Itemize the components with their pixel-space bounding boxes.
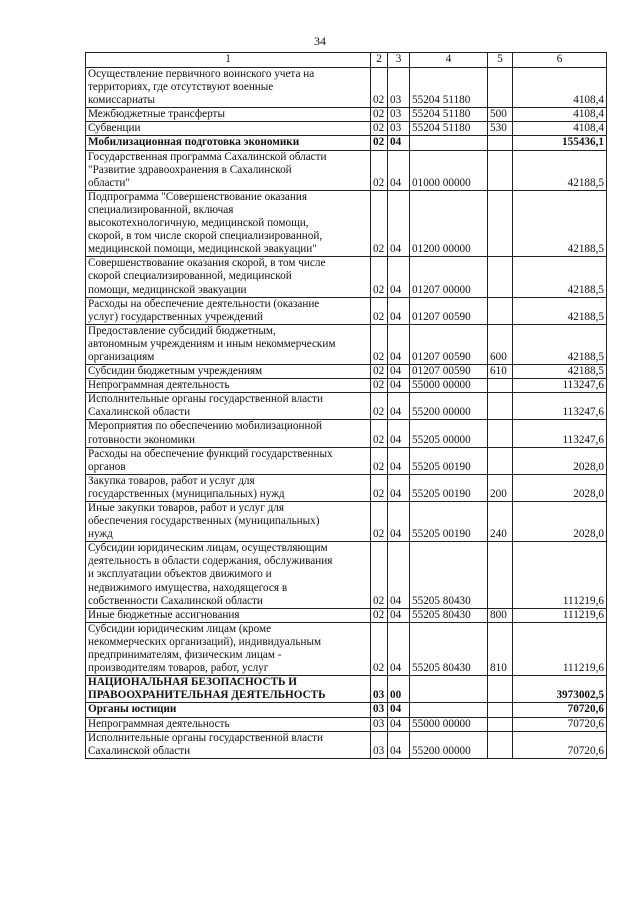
row-amount: 42188,5	[513, 150, 607, 190]
row-name-cell: Расходы на обеспечение функций государственных органов	[86, 447, 371, 474]
row-subsection-code: 03	[388, 68, 410, 108]
row-expense-type-code	[488, 447, 513, 474]
table-row	[86, 324, 607, 364]
row-amount: 113247,6	[513, 393, 607, 420]
row-name-cell: Субвенции	[86, 122, 371, 136]
row-target-article-code: 55000 00000	[410, 717, 488, 731]
table-row	[86, 122, 607, 136]
row-target-article-code: 55204 51180	[410, 122, 488, 136]
row-name-cell: Субсидии юридическим лицам (кроме некоммерческих организаций), индивидуальным предпринимателям, физическим лицам - производителям товаров, работ, услуг	[86, 622, 371, 675]
row-section-code: 02	[371, 324, 388, 364]
row-subsection-code: 04	[388, 420, 410, 447]
row-target-article-code: 55204 51180	[410, 68, 488, 108]
table-row	[86, 68, 607, 108]
row-amount: 155436,1	[513, 136, 607, 150]
column-header-6: 6	[513, 53, 607, 68]
row-target-article-code: 55205 00190	[410, 447, 488, 474]
row-subsection-code: 03	[388, 108, 410, 122]
row-target-article-code: 55204 51180	[410, 108, 488, 122]
row-subsection-code: 04	[388, 608, 410, 622]
row-section-code: 03	[371, 717, 388, 731]
row-section-code: 02	[371, 68, 388, 108]
row-name-cell: Совершенствование оказания скорой, в том числе скорой специализированной, медицинской помощи, медицинской эвакуации	[86, 257, 371, 297]
row-amount: 111219,6	[513, 608, 607, 622]
row-subsection-code: 04	[388, 542, 410, 608]
row-section-code: 02	[371, 379, 388, 393]
row-target-article-code: 55205 00000	[410, 420, 488, 447]
table-row	[86, 502, 607, 542]
row-section-code: 03	[371, 731, 388, 758]
row-expense-type-code	[488, 150, 513, 190]
row-subsection-code: 04	[388, 474, 410, 501]
row-name-cell: НАЦИОНАЛЬНАЯ БЕЗОПАСНОСТЬ И ПРАВООХРАНИТЕЛЬНАЯ ДЕЯТЕЛЬНОСТЬ	[86, 676, 371, 703]
page-number: 34	[314, 34, 326, 48]
column-header-4: 4	[410, 53, 488, 68]
row-name-cell: Мероприятия по обеспечению мобилизационной готовности экономики	[86, 420, 371, 447]
row-section-code: 02	[371, 474, 388, 501]
row-section-code: 02	[371, 150, 388, 190]
table-row	[86, 108, 607, 122]
row-expense-type-code	[488, 542, 513, 608]
table-row	[86, 297, 607, 324]
row-section-code: 02	[371, 297, 388, 324]
row-target-article-code: 01207 00000	[410, 257, 488, 297]
row-name-cell: Государственная программа Сахалинской области "Развитие здравоохранения в Сахалинской области"	[86, 150, 371, 190]
row-amount: 113247,6	[513, 379, 607, 393]
row-subsection-code: 04	[388, 379, 410, 393]
table-row	[86, 608, 607, 622]
table-row	[86, 542, 607, 608]
row-section-code: 02	[371, 190, 388, 256]
row-name-cell: Непрограммная деятельность	[86, 379, 371, 393]
row-target-article-code: 01207 00590	[410, 365, 488, 379]
row-amount: 42188,5	[513, 324, 607, 364]
row-amount: 70720,6	[513, 731, 607, 758]
row-name-cell: Непрограммная деятельность	[86, 717, 371, 731]
row-name-cell: Подпрограмма "Совершенствование оказания специализированной, включая высокотехнологичную, медицинской помощи, скорой, в том числе скорой специализированной, медицинской помощи, медицинской эвакуации"	[86, 190, 371, 256]
table-row	[86, 136, 607, 150]
row-subsection-code: 04	[388, 150, 410, 190]
row-expense-type-code: 610	[488, 365, 513, 379]
row-amount: 42188,5	[513, 365, 607, 379]
row-amount: 2028,0	[513, 502, 607, 542]
row-amount: 111219,6	[513, 622, 607, 675]
row-amount: 111219,6	[513, 542, 607, 608]
row-target-article-code: 55205 80430	[410, 622, 488, 675]
table-row	[86, 257, 607, 297]
row-expense-type-code	[488, 703, 513, 717]
row-target-article-code: 01207 00590	[410, 324, 488, 364]
row-name-cell: Иные закупки товаров, работ и услуг для обеспечения государственных (муниципальных) нужд	[86, 502, 371, 542]
table-row	[86, 150, 607, 190]
row-name-cell: Осуществление первичного воинского учета на территориях, где отсутствуют военные комиссариаты	[86, 68, 371, 108]
row-target-article-code	[410, 136, 488, 150]
row-subsection-code: 04	[388, 365, 410, 379]
table-row	[86, 365, 607, 379]
row-name-cell: Исполнительные органы государственной власти Сахалинской области	[86, 731, 371, 758]
row-section-code: 02	[371, 122, 388, 136]
row-target-article-code: 55205 80430	[410, 608, 488, 622]
row-name-cell: Субсидии юридическим лицам, осуществляющим деятельность в области содержания, обслуживания и эксплуатации объектов движимого и недвижимого имущества, находящегося в собственности Сахалинской области	[86, 542, 371, 608]
row-subsection-code: 04	[388, 447, 410, 474]
row-target-article-code: 01200 00000	[410, 190, 488, 256]
row-target-article-code: 55205 80430	[410, 542, 488, 608]
row-expense-type-code	[488, 190, 513, 256]
row-subsection-code: 04	[388, 703, 410, 717]
table-row	[86, 717, 607, 731]
row-target-article-code	[410, 703, 488, 717]
row-target-article-code: 01207 00590	[410, 297, 488, 324]
row-amount: 4108,4	[513, 68, 607, 108]
row-subsection-code: 00	[388, 676, 410, 703]
row-expense-type-code: 530	[488, 122, 513, 136]
row-expense-type-code	[488, 420, 513, 447]
row-expense-type-code: 500	[488, 108, 513, 122]
budget-table-body	[86, 53, 607, 759]
table-row	[86, 676, 607, 703]
row-subsection-code: 04	[388, 190, 410, 256]
row-subsection-code: 03	[388, 122, 410, 136]
row-amount: 2028,0	[513, 474, 607, 501]
row-expense-type-code	[488, 717, 513, 731]
row-section-code: 02	[371, 136, 388, 150]
row-expense-type-code: 240	[488, 502, 513, 542]
row-expense-type-code: 600	[488, 324, 513, 364]
row-amount: 42188,5	[513, 190, 607, 256]
column-header-2: 2	[371, 53, 388, 68]
row-name-cell: Иные бюджетные ассигнования	[86, 608, 371, 622]
column-header-1: 1	[86, 53, 371, 68]
table-row	[86, 190, 607, 256]
row-subsection-code: 04	[388, 324, 410, 364]
row-section-code: 03	[371, 676, 388, 703]
row-section-code: 02	[371, 502, 388, 542]
row-expense-type-code	[488, 393, 513, 420]
row-name-cell: Закупка товаров, работ и услуг для государственных (муниципальных) нужд	[86, 474, 371, 501]
row-subsection-code: 04	[388, 502, 410, 542]
row-name-cell: Исполнительные органы государственной власти Сахалинской области	[86, 393, 371, 420]
row-expense-type-code	[488, 297, 513, 324]
row-subsection-code: 04	[388, 257, 410, 297]
row-name-cell: Расходы на обеспечение деятельности (оказание услуг) государственных учреждений	[86, 297, 371, 324]
row-section-code: 02	[371, 108, 388, 122]
row-amount: 4108,4	[513, 122, 607, 136]
row-expense-type-code: 800	[488, 608, 513, 622]
row-section-code: 02	[371, 542, 388, 608]
row-section-code: 02	[371, 393, 388, 420]
row-amount: 113247,6	[513, 420, 607, 447]
row-section-code: 03	[371, 703, 388, 717]
table-row	[86, 447, 607, 474]
row-expense-type-code	[488, 379, 513, 393]
row-section-code: 02	[371, 420, 388, 447]
row-expense-type-code	[488, 136, 513, 150]
row-expense-type-code: 200	[488, 474, 513, 501]
row-target-article-code: 55200 00000	[410, 393, 488, 420]
row-name-cell: Субсидии бюджетным учреждениям	[86, 365, 371, 379]
table-row	[86, 379, 607, 393]
row-amount: 70720,6	[513, 703, 607, 717]
row-subsection-code: 04	[388, 731, 410, 758]
row-expense-type-code	[488, 68, 513, 108]
column-header-5: 5	[488, 53, 513, 68]
row-section-code: 02	[371, 257, 388, 297]
row-subsection-code: 04	[388, 393, 410, 420]
row-section-code: 02	[371, 622, 388, 675]
row-section-code: 02	[371, 365, 388, 379]
budget-table	[85, 52, 607, 759]
row-subsection-code: 04	[388, 717, 410, 731]
row-section-code: 02	[371, 447, 388, 474]
row-amount: 4108,4	[513, 108, 607, 122]
row-name-cell: Мобилизационная подготовка экономики	[86, 136, 371, 150]
row-subsection-code: 04	[388, 297, 410, 324]
row-expense-type-code: 810	[488, 622, 513, 675]
row-amount: 42188,5	[513, 297, 607, 324]
table-row	[86, 731, 607, 758]
table-row	[86, 622, 607, 675]
row-expense-type-code	[488, 731, 513, 758]
row-amount: 70720,6	[513, 717, 607, 731]
row-target-article-code: 55000 00000	[410, 379, 488, 393]
row-target-article-code: 55205 00190	[410, 502, 488, 542]
row-expense-type-code	[488, 676, 513, 703]
row-expense-type-code	[488, 257, 513, 297]
row-section-code: 02	[371, 608, 388, 622]
row-target-article-code: 55205 00190	[410, 474, 488, 501]
table-row	[86, 474, 607, 501]
row-name-cell: Предоставление субсидий бюджетным, автономным учреждениям и иным некоммерческим организациям	[86, 324, 371, 364]
row-amount: 2028,0	[513, 447, 607, 474]
column-header-3: 3	[388, 53, 410, 68]
row-target-article-code: 01000 00000	[410, 150, 488, 190]
row-target-article-code	[410, 676, 488, 703]
row-subsection-code: 04	[388, 622, 410, 675]
row-name-cell: Межбюджетные трансферты	[86, 108, 371, 122]
table-row	[86, 393, 607, 420]
row-amount: 3973002,5	[513, 676, 607, 703]
row-amount: 42188,5	[513, 257, 607, 297]
row-name-cell: Органы юстиции	[86, 703, 371, 717]
table-row	[86, 420, 607, 447]
row-target-article-code: 55200 00000	[410, 731, 488, 758]
table-row	[86, 703, 607, 717]
column-number-row	[86, 53, 607, 68]
row-subsection-code: 04	[388, 136, 410, 150]
